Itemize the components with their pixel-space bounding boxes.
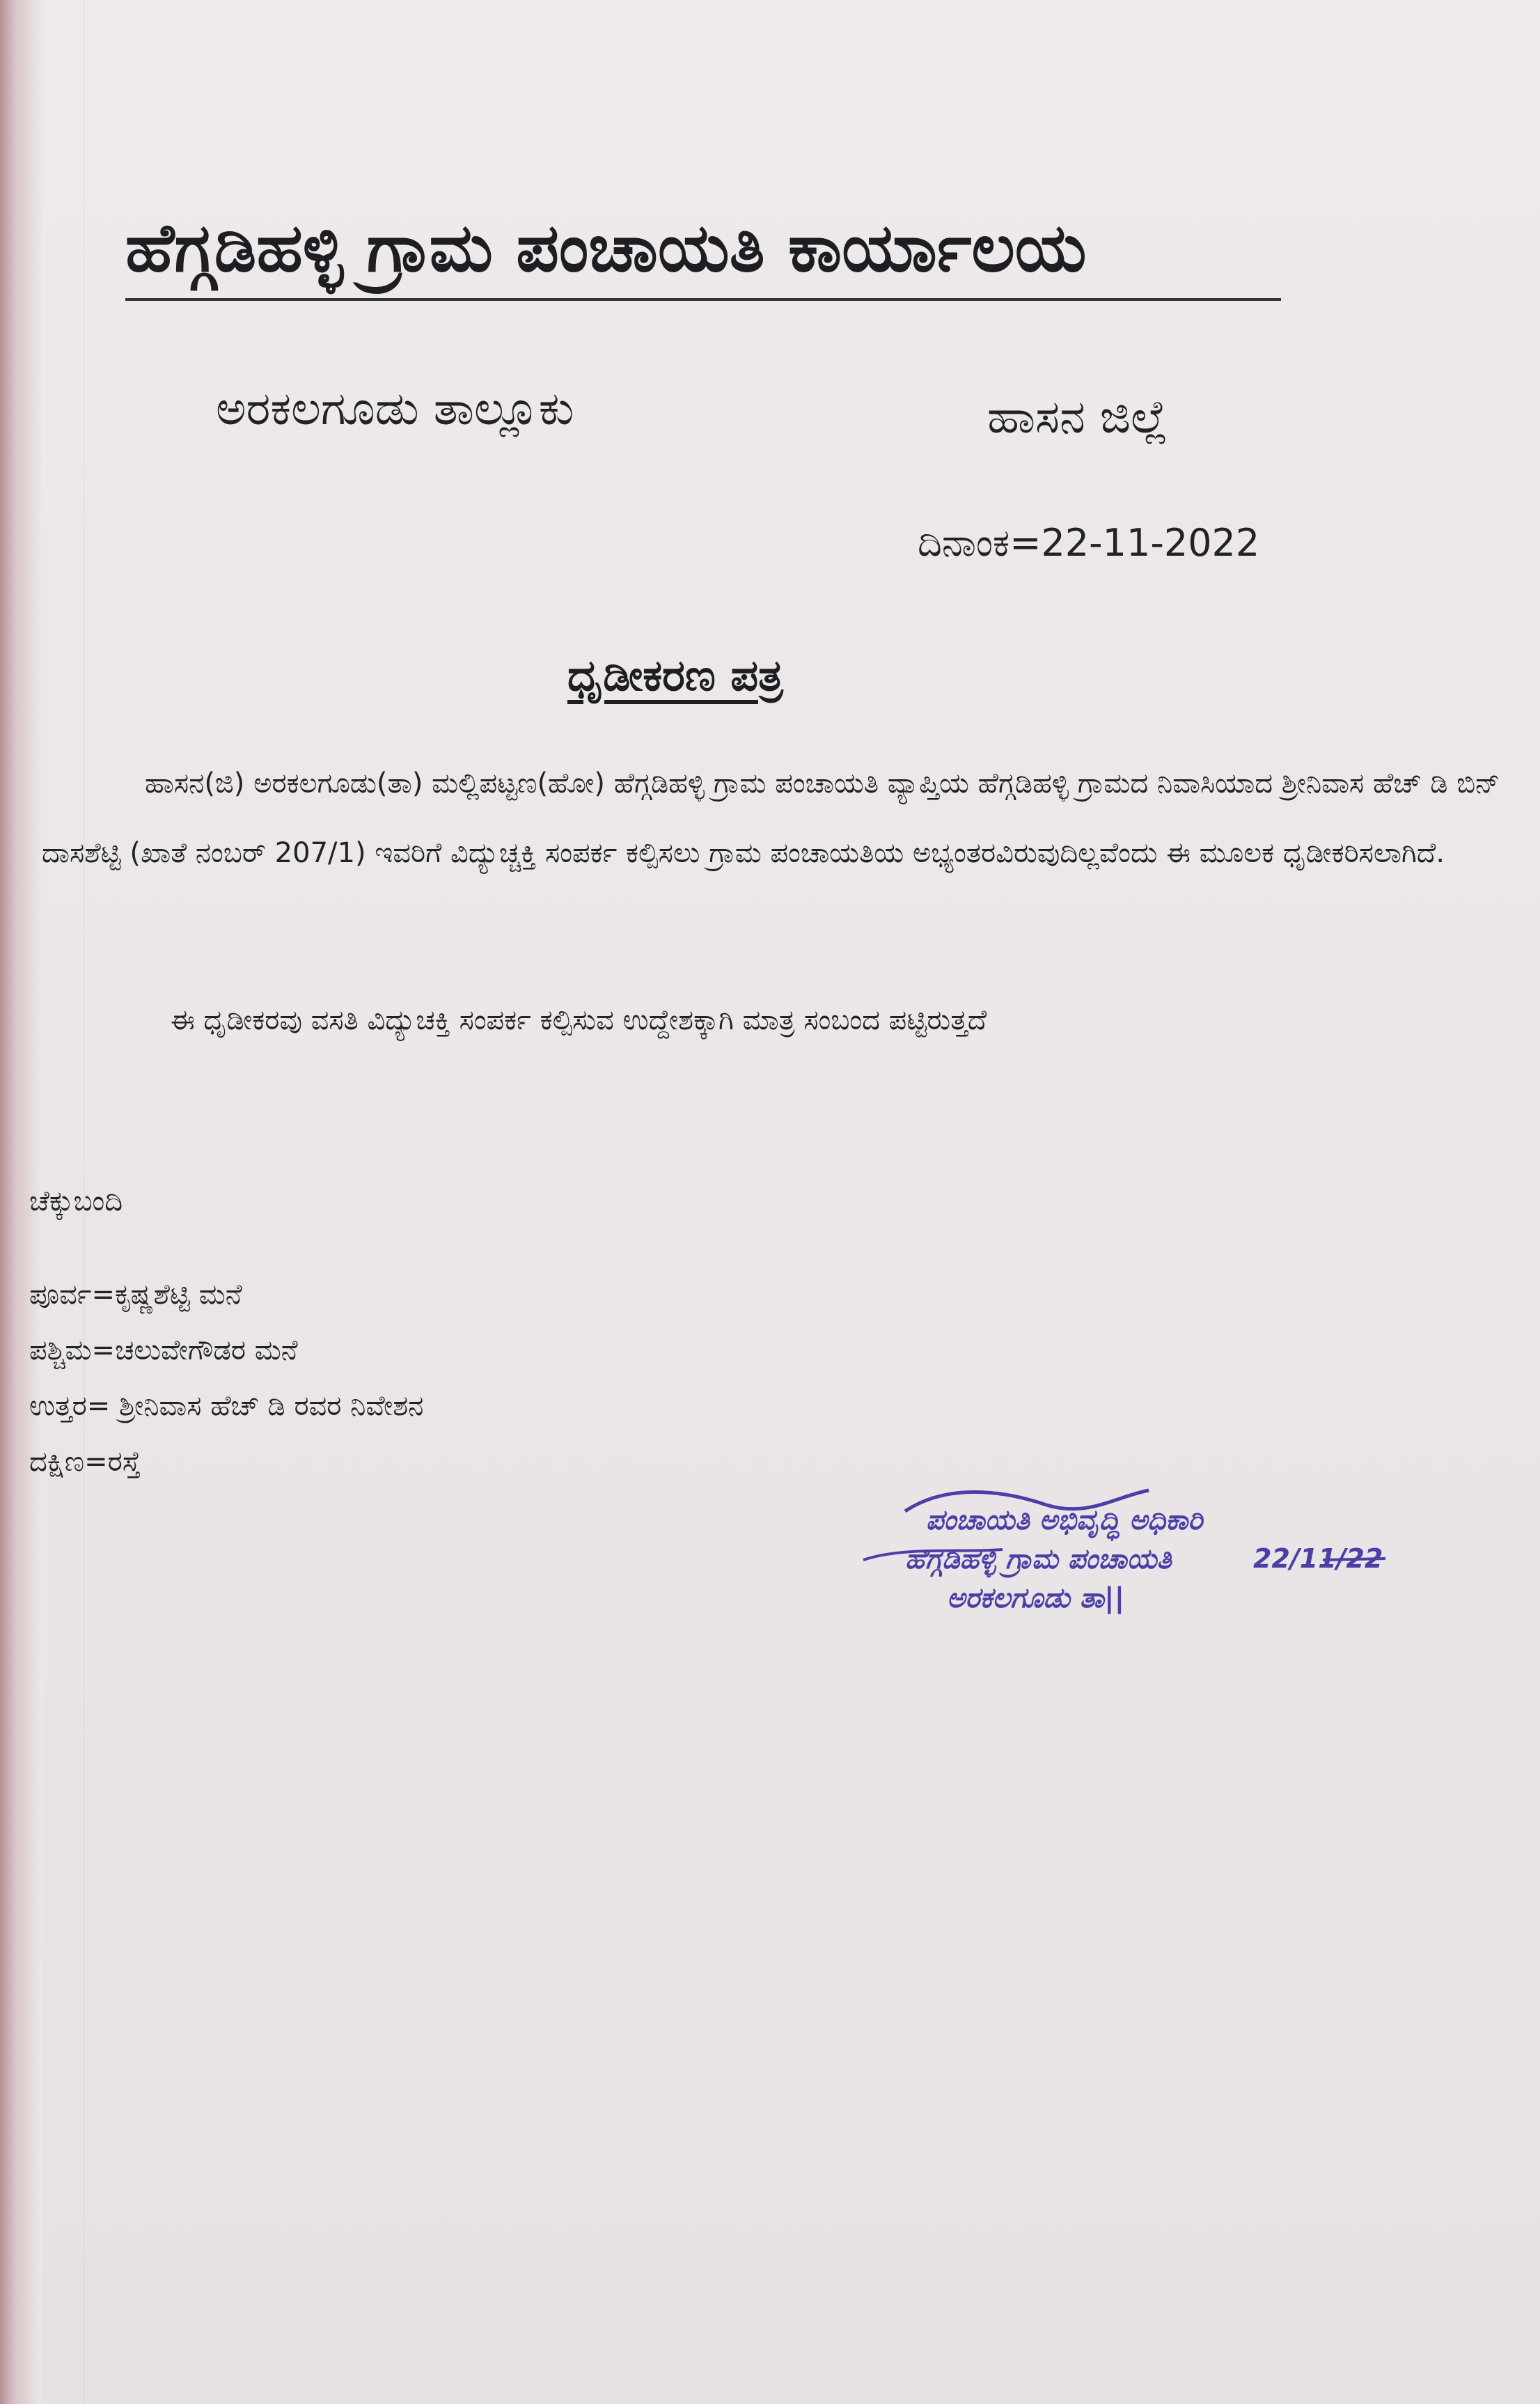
boundary-north: ಉತ್ತರ= ಶ್ರೀನಿವಾಸ ಹೆಚ್ ಡಿ ರವರ ನಿವೇಶನ <box>29 1390 424 1422</box>
seal-line-panchayat: ಹೆಗ್ಗಡಿಹಳ್ಳಿ ಗ್ರಾಮ ಪಂಚಾಯತಿ <box>905 1543 1172 1575</box>
taluk-label: ಅರಕಲಗೂಡು ತಾಲ್ಲೂಕು <box>216 382 574 435</box>
purpose-paragraph: ಈ ಧೃಡೀಕರವು ವಸತಿ ವಿದ್ಯುಚಕ್ತಿ ಸಂಪರ್ಕ ಕಲ್ಪಿಸುವ ಉದ್ದೇಶಕ್ಕಾಗಿ ಮಾತ್ರ ಸಂಬಂದ ಪಟ್ಟಿರುತ್ತದೆ <box>171 1004 987 1036</box>
boundary-south: ದಕ್ಷಿಣ=ರಸ್ತೆ <box>29 1446 141 1478</box>
office-title: ಹೆಗ್ಗಡಿಹಳ್ಳಿ ಗ್ರಾಮ ಪಂಚಾಯತಿ ಕಾರ್ಯಾಲಯ <box>125 209 1087 287</box>
signature-date: 22/11/22 <box>1253 1543 1383 1574</box>
seal-line-designation: ಪಂಚಾಯತಿ ಅಭಿವೃದ್ಧಿ ಅಧಿಕಾರಿ <box>926 1504 1203 1536</box>
district-label: ಹಾಸನ ಜಿಲ್ಲೆ <box>987 390 1168 444</box>
certificate-subject: ಧೃಡೀಕರಣ ಪತ್ರ <box>567 650 783 701</box>
official-seal-signature <box>822 1483 1392 1630</box>
seal-line-taluk: ಅರಕಲಗೂಡು ತಾ|| <box>947 1582 1125 1614</box>
boundaries-heading: ಚೆಕ್ಕುಬಂದಿ <box>29 1185 123 1217</box>
boundary-east: ಪೂರ್ವ=ಕೃಷ್ಣಶೆಟ್ಟಿ ಮನೆ <box>29 1279 242 1311</box>
title-underline <box>125 298 1281 301</box>
boundary-west: ಪಶ್ಚಿಮ=ಚಲುವೇಗೌಡರ ಮನೆ <box>29 1334 298 1366</box>
date-label: ದಿನಾಂಕ=22-11-2022 <box>918 521 1260 565</box>
certificate-body-paragraph: ಹಾಸನ(ಜಿ) ಅರಕಲಗೂಡು(ತಾ) ಮಲ್ಲಿಪಟ್ಟಣ(ಹೋ) ಹೆಗ್ಗಡಿಹಳ್ಳಿ ಗ್ರಾಮ ಪಂಚಾಯತಿ ವ್ಯಾಪ್ತಿಯ ಹೆಗ್ಗಡಿಹಳ್ಳಿ ಗ್ರಾಮದ ನಿವಾಸಿಯಾದ ಶ್ರೀನಿವಾಸ ಹೆಚ್ ಡಿ ಬಿನ್ ದಾಸಶೆಟ್ಟಿ (ಖಾತೆ ನಂಬರ್ 207/1) ಇವರಿಗೆ ವಿದ್ಯುಚ್ಚಕ್ತಿ ಸಂಪರ್ಕ ಕಲ್ಪಿಸಲು ಗ್ರಾಮ ಪಂಚಾಯತಿಯ ಅಭ್ಯಂತರವಿರುವುದಿಲ್ಲವೆಂದು ಈ ಮೂಲಕ ಧೃಡೀಕರಿಸಲಾಗಿದೆ. <box>42 767 1500 869</box>
